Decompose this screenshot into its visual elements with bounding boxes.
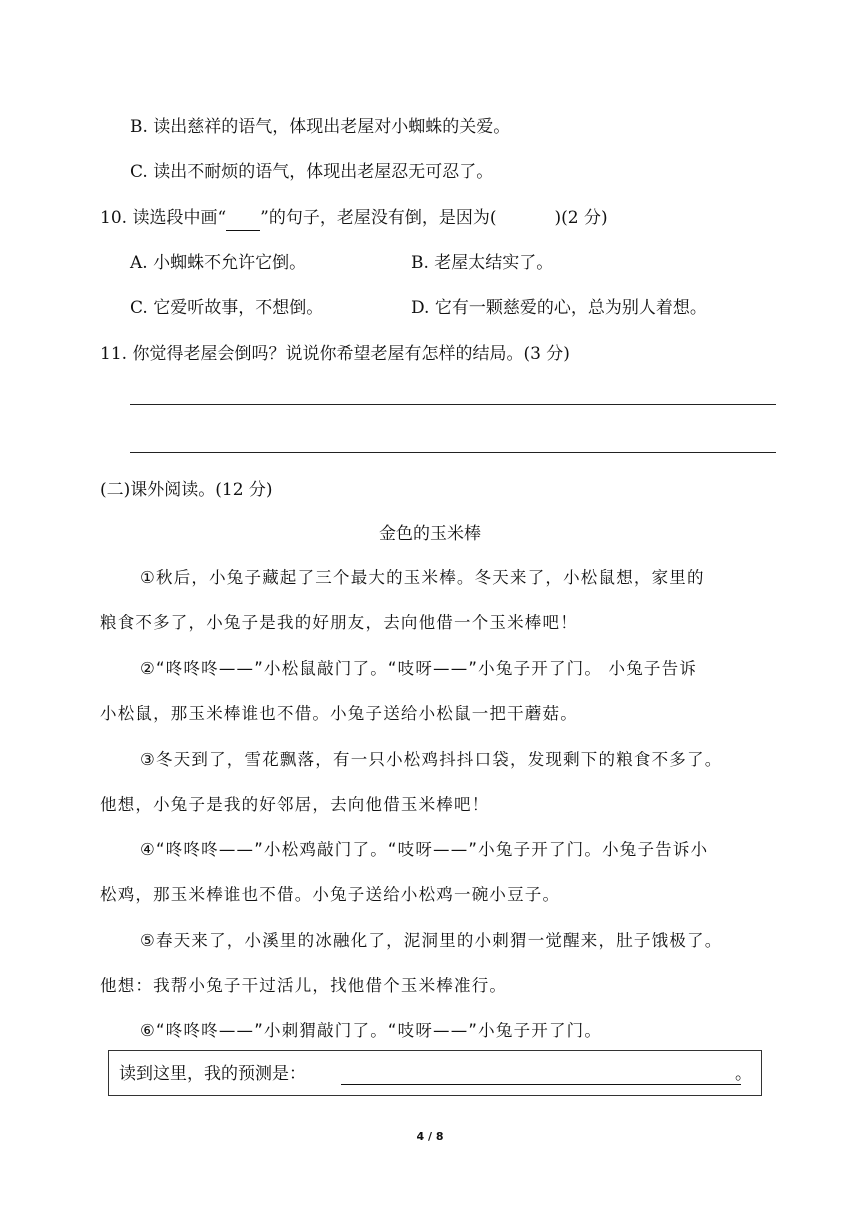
- story-p5-line2: 他想：我帮小兔子干过活儿，找他借个玉米棒准行。: [100, 976, 508, 995]
- q10-question: [100, 206, 608, 231]
- story-p6-line1: ⑥“咚咚咚——”小刺猬敲门了。“吱呀——”小兔子开了门。: [140, 1021, 603, 1040]
- q10-underline-mark: [226, 206, 260, 231]
- page-number: 4 / 8: [416, 1130, 444, 1143]
- prediction-end-mark: 。: [735, 1064, 752, 1084]
- prediction-answer-line[interactable]: [341, 1084, 741, 1085]
- story-p3-line2: 他想，小兔子是我的好邻居，去向他借玉米棒吧！: [100, 795, 490, 814]
- q11-question: 11. 你觉得老屋会倒吗？说说你希望老屋有怎样的结局。(3 分): [100, 344, 570, 364]
- story-p5-line1: ⑤春天来了，小溪里的冰融化了，泥洞里的小刺猬一觉醒来，肚子饿极了。: [140, 931, 723, 950]
- story-p1-line1: ①秋后，小兔子藏起了三个最大的玉米棒。冬天来了，小松鼠想，家里的: [140, 568, 705, 587]
- story-p2-line1: ②“咚咚咚——”小松鼠敲门了。“吱呀——”小兔子开了门。 小兔子告诉: [140, 659, 698, 678]
- prediction-label: 读到这里，我的预测是：: [119, 1064, 306, 1084]
- story-p4-line2: 松鸡，那玉米棒谁也不借。小兔子送给小松鸡一碗小豆子。: [100, 885, 561, 904]
- story-p3-line1: ③冬天到了，雪花飘落，有一只小松鸡抖抖口袋，发现剩下的粮食不多了。: [140, 750, 723, 769]
- q10-option-c[interactable]: C. 它爱听故事，不想倒。: [130, 298, 324, 318]
- prediction-box: [108, 1050, 762, 1096]
- story-p1-line2: 粮食不多了，小兔子是我的好朋友，去向他借一个玉米棒吧！: [100, 613, 578, 632]
- section2-heading: (二)课外阅读。(12 分): [100, 480, 273, 500]
- q9-option-c[interactable]: C. 读出不耐烦的语气，体现出老屋忍无可忍了。: [130, 162, 494, 182]
- story-p4-line1: ④“咚咚咚——”小松鸡敲门了。“吱呀——”小兔子开了门。小兔子告诉小: [140, 840, 709, 859]
- q10-option-b[interactable]: B. 老屋太结实了。: [411, 253, 554, 273]
- q10-prefix: 10. 读选段中画“: [100, 208, 227, 228]
- q10-score: )(2 分): [554, 208, 608, 228]
- q9-option-b[interactable]: B. 读出慈祥的语气，体现出老屋对小蜘蛛的关爱。: [130, 117, 511, 137]
- q10-option-d[interactable]: D. 它有一颗慈爱的心，总为别人着想。: [411, 298, 707, 318]
- story-p2-line2: 小松鼠，那玉米棒谁也不借。小兔子送给小松鼠一把干蘑菇。: [100, 704, 578, 723]
- q10-option-a[interactable]: A. 小蜘蛛不允许它倒。: [130, 253, 307, 273]
- story-title: 金色的玉米棒: [379, 524, 481, 544]
- q11-answer-line-2[interactable]: [130, 452, 776, 453]
- q10-suffix: ”的句子，老屋没有倒，是因为(: [260, 208, 497, 228]
- q11-answer-line-1[interactable]: [130, 404, 776, 405]
